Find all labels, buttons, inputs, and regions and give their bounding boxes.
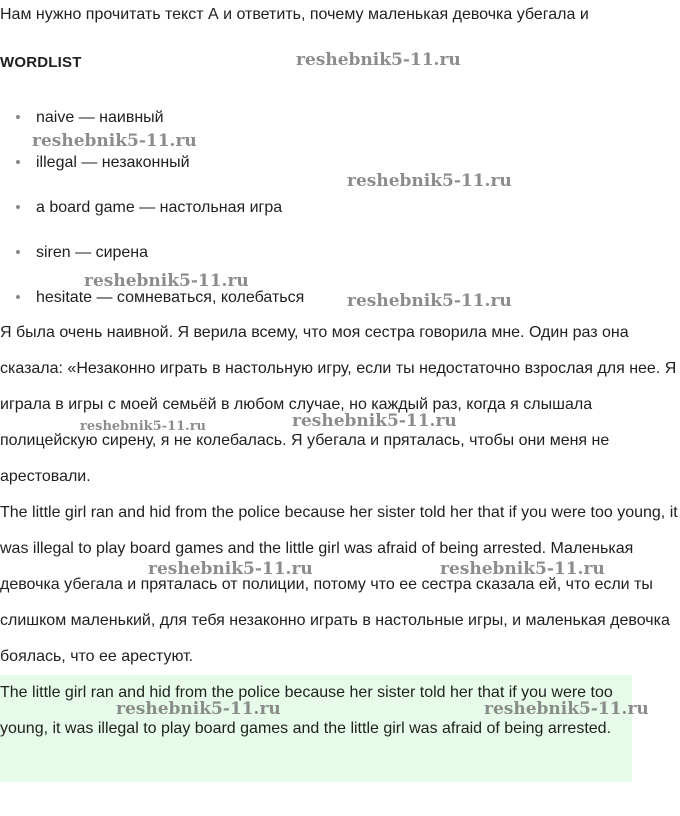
watermark-logo: reshebnik5-11.ru bbox=[440, 559, 605, 579]
watermark-logo: reshebnik5-11.ru bbox=[148, 559, 313, 579]
bullet-icon bbox=[16, 250, 20, 254]
bullet-icon bbox=[16, 160, 20, 164]
watermark-logo: reshebnik5-11.ru bbox=[292, 411, 457, 431]
watermark-logo: reshebnik5-11.ru bbox=[80, 419, 207, 434]
watermark-logo: reshebnik5-11.ru bbox=[84, 271, 249, 291]
bullet-icon bbox=[16, 295, 20, 299]
wordlist-heading: WORDLIST bbox=[0, 54, 82, 71]
bullet-icon bbox=[16, 115, 20, 119]
watermark-logo: reshebnik5-11.ru bbox=[116, 699, 281, 719]
translation-paragraph: Я была очень наивной. Я верила всему, что моя сестра говорила мне. Один раз она сказала: «Незаконно играть в настольную игру, если ты недостаточно взрослая для нее. Я играла в игры с моей семьёй в любом случае, но каждый раз, когда я слышала полицейскую сирену, я не колебалась. Я убегала и пряталась, чтобы они меня не арестовали. bbox=[0, 324, 677, 485]
intro-text: Нам нужно прочитать текст А и ответить, почему маленькая девочка убегала и bbox=[0, 6, 589, 23]
bullet-icon bbox=[16, 205, 20, 209]
watermark-logo: reshebnik5-11.ru bbox=[296, 50, 461, 70]
watermark-logo: reshebnik5-11.ru bbox=[347, 171, 512, 191]
final-answer-text: The little girl ran and hid from the police because her sister told her that if you were too young, it was illegal to play board games and the little girl was afraid of being arrested. bbox=[0, 684, 613, 737]
answer-english: The little girl ran and hid from the police because her sister told her that if you were too young, it was illegal to play board games and the little girl was afraid of being arrested. bbox=[0, 504, 678, 557]
watermark-logo: reshebnik5-11.ru bbox=[484, 699, 649, 719]
page: Нам нужно прочитать текст А и ответить, почему маленькая девочка убегала и WORDLIST naive — наивный illegal — незаконный a board game — настольная игра siren — сирена hesitate — сомневаться, колебаться Я была очень наивной. Я верила всему, что моя сестра говорила мне. Один раз она сказала: «Незаконно играть в настольную игру, если ты недостаточно взрослая для нее. Я играла в игры с моей семьёй в любом случае, но каждый раз, когда я слышала полицейскую сирену, я не колебалась. Я убегала и пряталась, чтобы они меня не арестовали. The little girl ran and hid from the police because her sister told her that if you were too young, it was illegal to play board games and the little girl was afraid of being arrested. Маленькая девочка убегала и пряталась от полиции, потому что ее сестра сказала ей, что если ты слишком маленький, для тебя незаконно играть в настольные игры, и маленькая девочка боялась, что ее арестуют. The little girl ran and hid from the police because her sister told her that if you were too young, it was illegal to play board games and the little girl was afraid of being arrested. reshebnik5-11.ru reshebnik5-11.ru reshebnik5-11.ru reshebnik5-11.ru reshebnik5-11.ru reshebnik5-11.ru reshebnik5-11.ru reshebnik5-11.ru reshebnik5-11.ru reshebnik5-11.ru reshebnik5-11.ru bbox=[0, 0, 680, 816]
answer-paragraph bbox=[0, 495, 680, 675]
watermark-logo: reshebnik5-11.ru bbox=[32, 131, 197, 151]
answer-russian: Маленькая девочка убегала и пряталась от полиции, потому что ее сестра сказала ей, что если ты слишком маленький, для тебя незаконно играть в настольные игры, и маленькая девочка боялась, что ее арестуют. bbox=[0, 540, 670, 665]
watermark-logo: reshebnik5-11.ru bbox=[347, 291, 512, 311]
